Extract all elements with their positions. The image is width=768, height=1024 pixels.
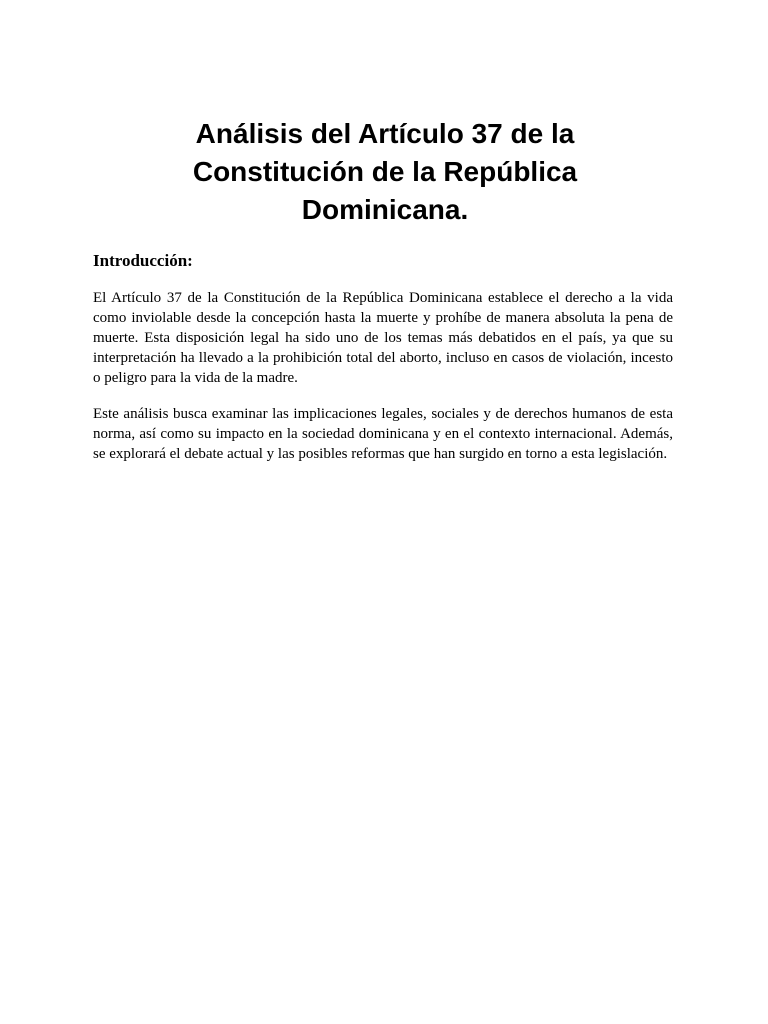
paragraph: Este análisis busca examinar las implicaciones legales, sociales y de derechos humanos de esta norma, así como su impacto en la sociedad dominicana y en el contexto internacional. Además, se explorará el debate actual y las posibles reformas que han surgido en torno a esta legislación. — [93, 406, 673, 462]
document-title: Análisis del Artículo 37 de la Constitución de la República Dominicana. — [192, 118, 578, 225]
section-heading-introduccion: Introducción: — [93, 251, 193, 270]
paragraph: El Artículo 37 de la Constitución de la República Dominicana establece el derecho a la vida como inviolable desde la concepción hasta la muerte y prohíbe de manera absoluta la pena de muerte. Esta disposición legal ha sido uno de los temas más debatidos en el país, ya que su interpretación ha llevado a la prohibición total del aborto, incluso en casos de violación, incesto o peligro para la vida de la madre. — [93, 290, 673, 386]
